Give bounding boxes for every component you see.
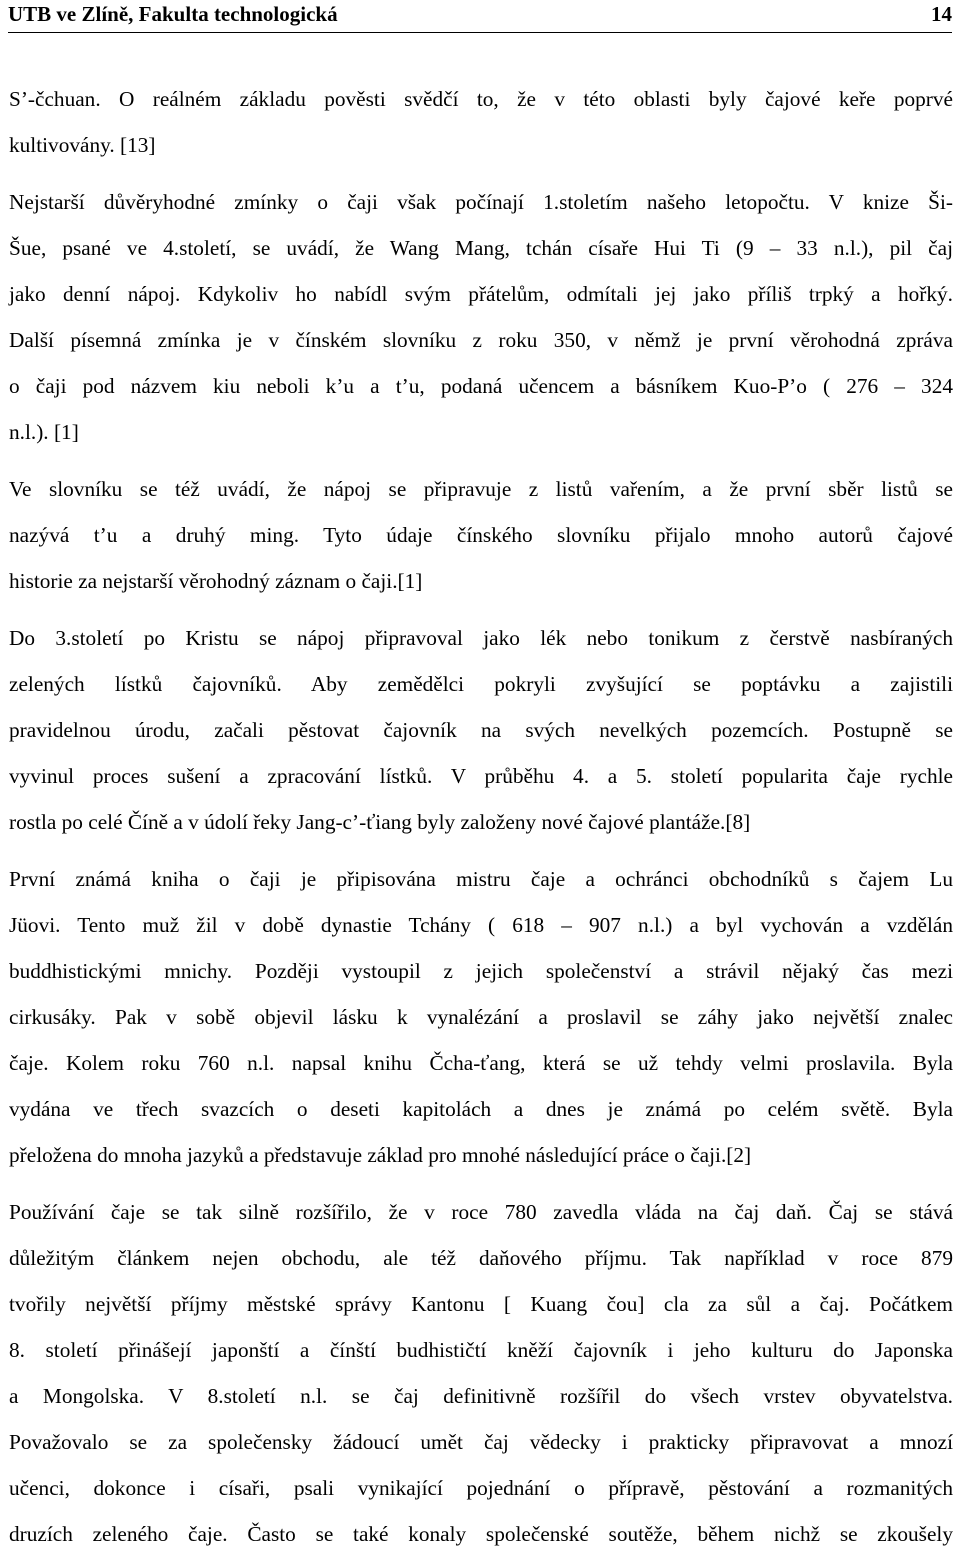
paragraph (9, 1189, 953, 1557)
header-title: UTB ve Zlíně, Fakulta technologická (8, 2, 338, 26)
text-line: nazývá t’u a druhý ming. Tyto údaje čínského slovníku přijalo mnoho autorů čajové (9, 523, 953, 547)
text-line: druzích zeleného čaje. Často se také konaly společenské soutěže, během nichž se zkoušely (9, 1522, 953, 1546)
text-line: důležitým článkem nejen obchodu, ale též daňového příjmu. Tak například v roce 879 (9, 1246, 953, 1270)
paragraph (9, 76, 953, 168)
text-line: přeložena do mnoha jazyků a představuje základ pro mnohé následující práce o čaji.[2] (9, 1143, 752, 1167)
text-line: čaje. Kolem roku 760 n.l. napsal knihu Čcha-ťang, která se už tehdy velmi proslavila. Byla (9, 1051, 953, 1075)
text-line: historie za nejstarší věrohodný záznam o čaji.[1] (9, 569, 423, 593)
text-line: vydána ve třech svazcích o deseti kapitolách a dnes je známá po celém světě. Byla (9, 1097, 953, 1121)
text-line: kultivovány. [13] (9, 133, 156, 157)
text-line: zelených lístků čajovníků. Aby zemědělci pokryli zvyšující se poptávku a zajistili (9, 672, 953, 696)
text-line: Ve slovníku se též uvádí, že nápoj se připravuje z listů vařením, a že první sběr listů se (9, 477, 953, 501)
paragraph (9, 856, 953, 1178)
text-line: buddhistickými mnichy. Později vystoupil z jejich společenství a strávil nějaký čas mezi (9, 959, 953, 983)
paragraph (9, 466, 953, 604)
paragraph (9, 615, 953, 845)
text-line: S’-čchuan. O reálném základu pověsti svědčí to, že v této oblasti byly čajové keře poprvé (9, 87, 953, 111)
text-line: rostla po celé Číně a v údolí řeky Jang-c’-ťiang byly založeny nové čajové plantáže.[8] (9, 810, 751, 834)
text-line: cirkusáky. Pak v sobě objevil lásku k vynalézání a proslavil se záhy jako největší znalec (9, 1005, 953, 1029)
text-line: učenci, dokonce i císaři, psali vynikající pojednání o přípravě, pěstování a rozmanitých (9, 1476, 953, 1500)
text-line: První známá kniha o čaji je připisována mistru čaje a ochránci obchodníků s čajem Lu (9, 867, 953, 891)
text-line: Další písemná zmínka je v čínském slovníku z roku 350, v němž je první věrohodná zpráva (9, 328, 953, 352)
text-line: o čaji pod názvem kiu neboli k’u a t’u, podaná učencem a básníkem Kuo-P’o ( 276 – 324 (9, 374, 953, 398)
text-line: a Mongolska. V 8.století n.l. se čaj definitivně rozšířil do všech vrstev obyvatelstva. (9, 1384, 953, 1408)
text-line: Považovalo se za společensky žádoucí umět čaj vědecky i prakticky připravovat a mnozí (9, 1430, 953, 1454)
text-line: tvořily největší příjmy městské správy Kantonu [ Kuang čou] cla za sůl a čaj. Počátkem (9, 1292, 953, 1316)
text-line: Šue, psané ve 4.století, se uvádí, že Wang Mang, tchán císaře Hui Ti (9 – 33 n.l.), pil čaj (9, 236, 953, 260)
text-line: 8. století přinášejí japonští a čínští budhističtí kněží čajovník i jeho kulturu do Japonska (9, 1338, 953, 1362)
text-line: Používání čaje se tak silně rozšířilo, že v roce 780 zavedla vláda na čaj daň. Čaj se stává (9, 1200, 953, 1224)
text-line: Do 3.století po Kristu se nápoj připravoval jako lék nebo tonikum z čerstvě nasbíraných (9, 626, 953, 650)
page-number: 14 (931, 2, 952, 26)
text-line: jako denní nápoj. Kdykoliv ho nabídl svým přátelům, odmítali jej jako příliš trpký a hořký. (9, 282, 953, 306)
text-line: pravidelnou úrodu, začali pěstovat čajovník na svých nevelkých pozemcích. Postupně se (9, 718, 953, 742)
text-line: Nejstarší důvěryhodné zmínky o čaji však počínají 1.stoletím našeho letopočtu. V knize Ši- (9, 190, 953, 214)
text-line: vyvinul proces sušení a zpracování lístků. V průběhu 4. a 5. století popularita čaje rychle (9, 764, 953, 788)
page-header (8, 0, 952, 33)
text-line: Jüovi. Tento muž žil v době dynastie Tchány ( 618 – 907 n.l.) a byl vychován a vzdělán (9, 913, 953, 937)
text-line: n.l.). [1] (9, 420, 79, 444)
paragraph (9, 179, 953, 455)
document-body (9, 76, 953, 1568)
